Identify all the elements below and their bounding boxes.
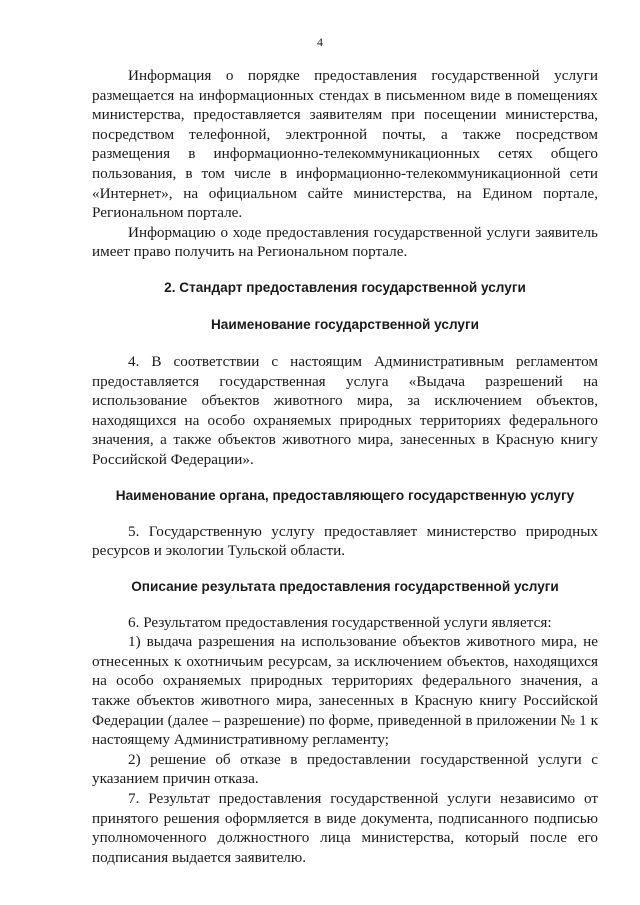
paragraph-6: 6. Результатом предоставления государственной услуги является: <box>128 613 552 631</box>
paragraph-info-progress: Информацию о ходе предоставления государственной услуги заявитель имеет право получить на Региональном портале. <box>92 223 598 261</box>
heading-authority: Наименование органа, предоставляющего государственную услугу <box>115 487 575 503</box>
paragraph-7: 7. Результат предоставления государственной услуги независимо от принятого решения оформляется в виде документа, подписанного подписью уполномоченного должностного лица министерства, который после его подписания выдается заявителю. <box>92 790 598 866</box>
paragraph-info-placement: Информация о порядке предоставления государственной услуги размещается на информационных стендах в письменном виде в помещениях министерства, предоставляется заявителям при посещении министерства, посредством телефонной, электронной почты, а также посредством размещения в информационно-телекоммуникационных сетях общего пользования, в том числе в информационно-телекоммуникационной сети «Интернет», на официальном сайте министерства, на Едином портале, Региональном портале. <box>92 67 598 222</box>
paragraph-4: 4. В соответствии с настоящим Административным регламентом предоставляется государственная услуга «Выдача разрешений на использование объектов животного мира, за исключением объектов, находящихся на особо охраняемых природных территориях федерального значения, а также объектов животного мира, занесенных в Красную книгу Российской Федерации». <box>92 352 598 468</box>
heading-service-name: Наименование государственной услуги <box>210 316 480 332</box>
page-number: 4 <box>317 35 323 49</box>
paragraph-6-item-2: 2) решение об отказе в предоставлении государственной услуги с указанием причин отказа. <box>92 750 598 788</box>
document-body <box>92 66 598 867</box>
paragraph-6-item-1: 1) выдача разрешения на использование объектов животного мира, не отнесенных к охотничьим ресурсам, за исключением объектов, находящихся на особо охраняемых природных территориях федерального значения, а также объектов животного мира, занесенных в Красную книгу Российской Федерации (далее – разрешение) по форме, приведенной в приложении № 1 к настоящему Административному регламенту; <box>92 633 598 749</box>
section-title: 2. Стандарт предоставления государственной услуги <box>164 279 526 295</box>
paragraph-5: 5. Государственную услугу предоставляет министерство природных ресурсов и экологии Тульской области. <box>92 522 598 560</box>
heading-result: Описание результата предоставления государственной услуги <box>131 578 559 594</box>
